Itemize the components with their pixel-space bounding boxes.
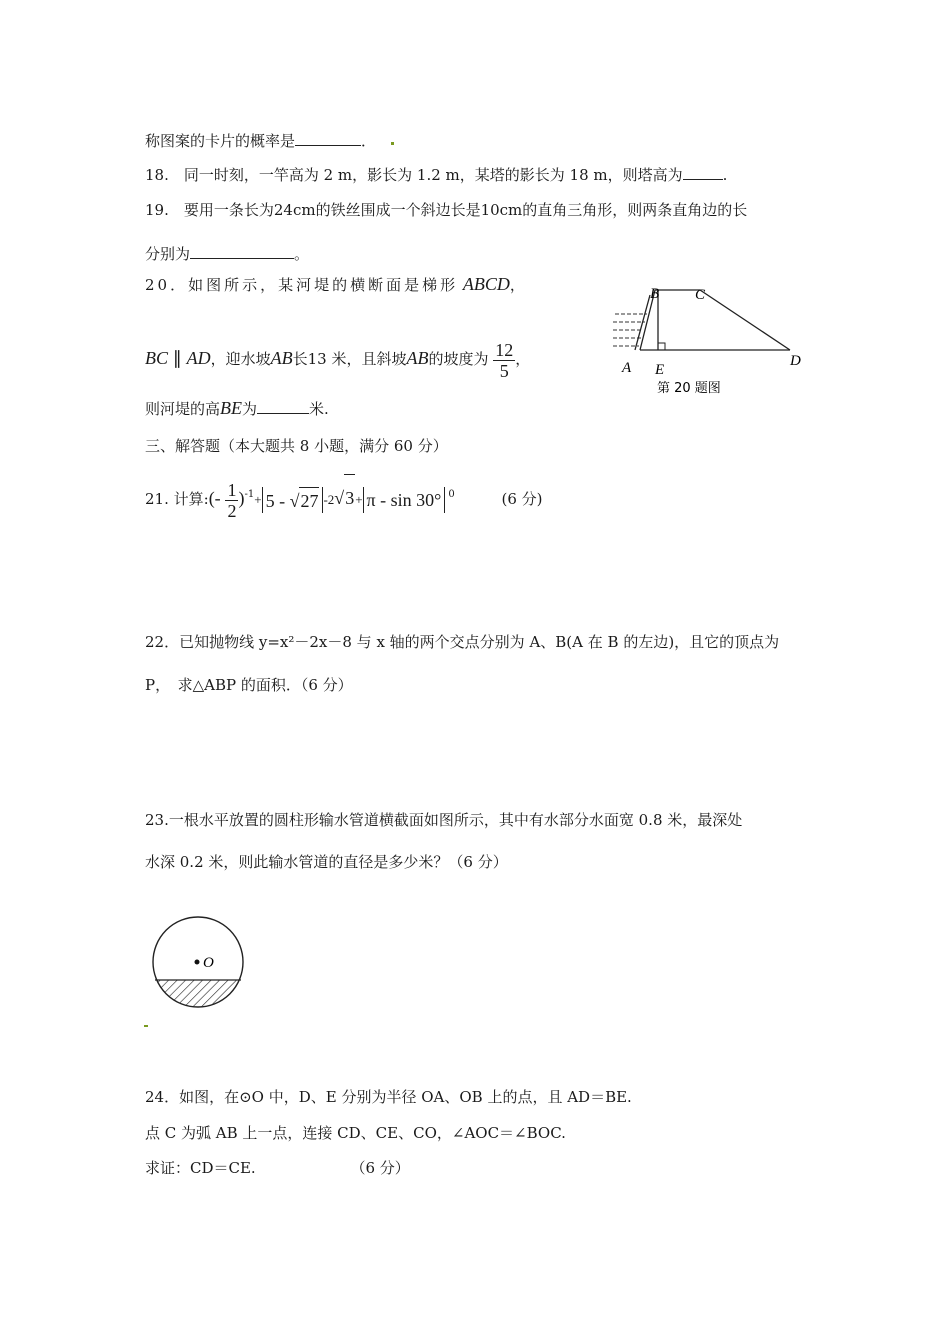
q19-text: 分别为: [145, 245, 191, 263]
q20-line3: [145, 398, 329, 419]
q20-parallel: ∥: [172, 348, 182, 368]
sqrt-sign-icon: √: [334, 488, 345, 508]
q19-answer-blank[interactable]: [190, 243, 294, 259]
q21-plus2: +: [355, 492, 363, 507]
q22-line1: 22．已知抛物线 y=x²－2x－8 与 x 轴的两个交点分别为 A、B(A 在 B 的左边)，且它的顶点为: [145, 633, 780, 651]
q21-prefix: 21. 计算:: [145, 490, 209, 508]
q20-be: BE: [220, 398, 243, 418]
q20-answer-blank[interactable]: [257, 398, 309, 414]
q21-minus2: -2: [323, 492, 335, 507]
q20-text2d: ，: [515, 350, 531, 368]
q20-text2a: ，迎水坡: [210, 350, 271, 368]
q21-abs2: π - sin 30°: [363, 487, 446, 513]
q24-text3: 求证：CD＝CE.: [145, 1159, 256, 1177]
label-e: E: [655, 362, 665, 378]
q23-pipe-figure: [145, 910, 255, 1020]
q21-sqrt2: 3: [344, 474, 355, 521]
q19-end: 。: [294, 245, 310, 263]
q21-fraction: [225, 480, 238, 521]
q21-frac-num: 1: [227, 479, 237, 500]
q20-ab: AB: [270, 348, 293, 368]
label-b: B: [650, 286, 660, 302]
q24-line3: [145, 1158, 410, 1178]
q20-ab2: AB: [406, 348, 429, 368]
section3-title: 三、解答题（本大题共 8 小题，满分 60 分）: [145, 437, 448, 455]
q21-score: (6 分): [501, 490, 543, 508]
q24-score: （6 分）: [350, 1159, 410, 1177]
q21-open: (-: [208, 488, 221, 508]
q18-end: .: [722, 166, 728, 184]
q18-line: [145, 164, 727, 185]
q22-line2: P， 求△ABP 的面积．（6 分）: [145, 676, 353, 694]
small-mark: [144, 1025, 148, 1027]
q21-line: [145, 472, 543, 521]
q20-slope-den: 5: [499, 360, 509, 381]
q20-slope-fraction: [493, 340, 515, 381]
q20-line1: [145, 274, 525, 295]
q17-text: 称图案的卡片的概率是: [145, 132, 296, 150]
q20-text3c: 米.: [309, 400, 329, 418]
q20-line2: [145, 334, 530, 382]
q18-text: 18. 同一时刻，一竿高为 2 m，影长为 1.2 m，某塔的影长为 18 m，则塔高为: [145, 166, 683, 184]
q24-line2: 点 C 为弧 AB 上一点，连接 CD、CE、CO，∠AOC＝∠BOC.: [145, 1124, 566, 1142]
q20-ad: AD: [186, 348, 211, 368]
q21-frac-den: 2: [227, 500, 237, 521]
figure-caption: 第 20 题图: [657, 381, 721, 396]
label-a: A: [622, 360, 632, 376]
q20-text2b: 长13 米，且斜坡: [292, 350, 407, 368]
q21-exp1: -1: [244, 489, 255, 500]
q20-text1: 20．如图所示，某河堤的横断面是梯形: [145, 276, 459, 294]
q20-text2c: 的坡度为: [428, 350, 489, 368]
q17-line: [145, 130, 394, 151]
label-d: D: [790, 353, 801, 369]
right-angle-mark: [658, 343, 665, 350]
q21-abs1: [262, 487, 324, 513]
q19-line2: [145, 243, 309, 264]
q20-text1b: ，: [509, 276, 525, 294]
q21-sqrt1: 27: [299, 487, 319, 514]
q20-slope-num: 12: [495, 339, 514, 360]
center-point: [195, 960, 200, 965]
q21-abs1-text: 5 -: [265, 491, 286, 511]
q17-end: ．: [361, 132, 377, 150]
center-label: O: [203, 955, 214, 971]
q19-line1: 19. 要用一条长为24cm的铁丝围成一个斜边长是10cm的直角三角形，则两条直角边的长: [145, 201, 748, 219]
q20-trapezoid-figure: [605, 280, 825, 400]
label-c: C: [695, 287, 706, 303]
q24-line1: 24．如图，在⊙O 中，D、E 分别为半径 OA、OB 上的点，且 AD＝BE.: [145, 1088, 632, 1106]
q23-line1: 23.一根水平放置的圆柱形输水管道横截面如图所示，其中有水部分水面宽 0.8 米，最深处: [145, 811, 743, 829]
water-region: [145, 980, 255, 1020]
q21-plus1: +: [254, 492, 262, 507]
q21-exp2: 0: [448, 489, 455, 500]
q18-answer-blank[interactable]: [683, 164, 723, 180]
q20-bc: BC: [145, 348, 169, 368]
q20-text3a: 则河堤的高: [145, 400, 221, 418]
q21-close: ): [238, 488, 245, 508]
green-mark: [391, 142, 394, 145]
q20-text3b: 为: [242, 400, 258, 418]
dam-outline: [640, 290, 790, 350]
q23-line2: 水深 0.2 米，则此输水管道的直径是多少米？（6 分）: [145, 853, 508, 871]
q20-abcd: ABCD: [462, 274, 510, 294]
q17-answer-blank[interactable]: [295, 130, 361, 146]
sqrt-sign-icon: √: [289, 491, 300, 511]
